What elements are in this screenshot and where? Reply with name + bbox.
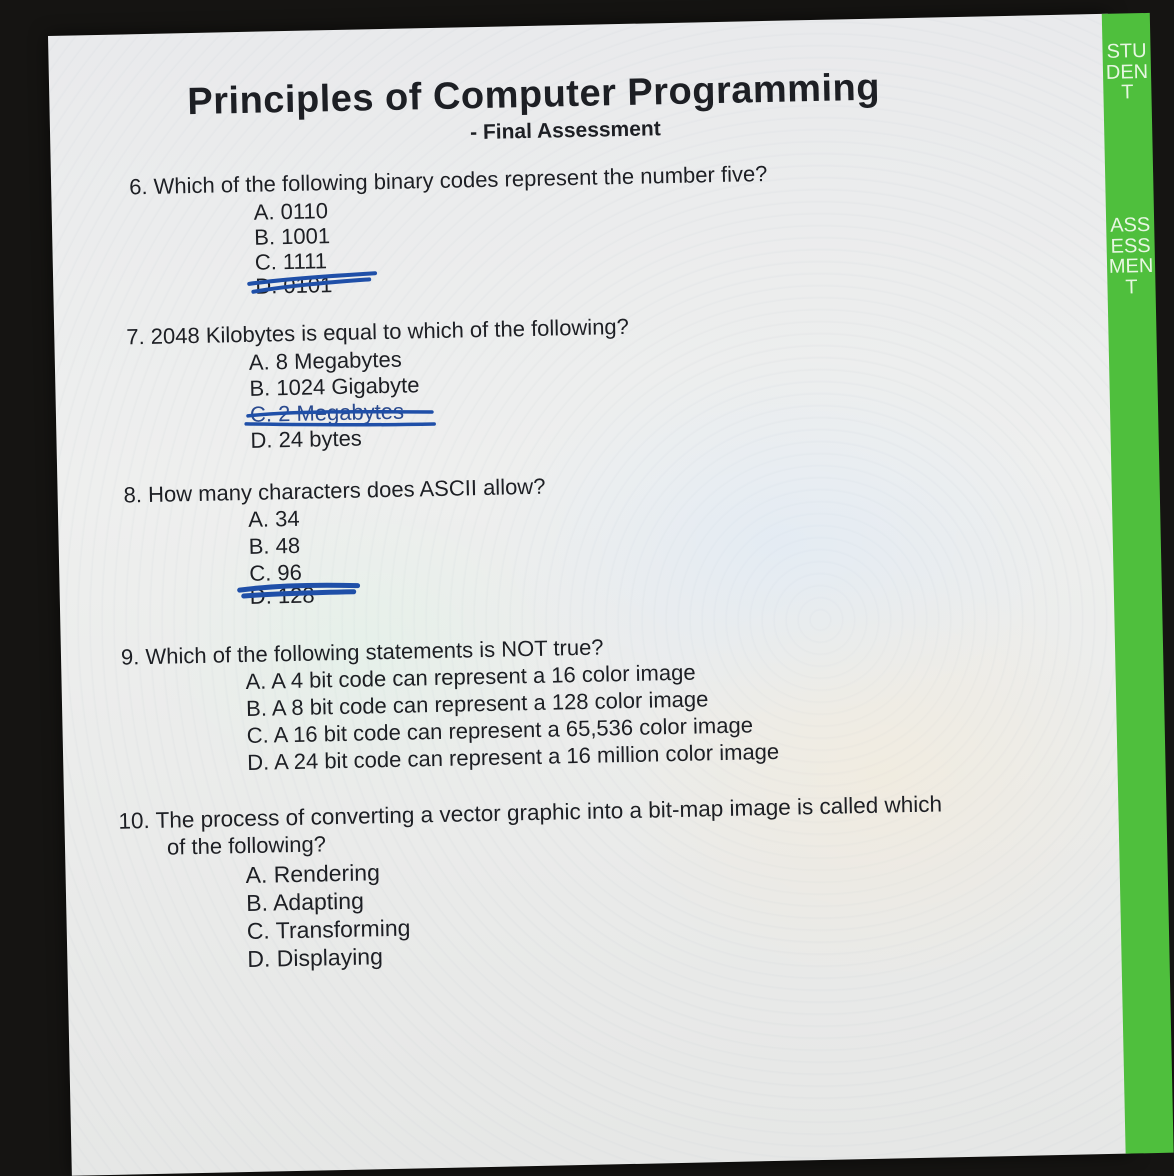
question-text: 6. Which of the following binary codes represent the number five? <box>128 160 768 200</box>
side-strip <box>1102 13 1174 1154</box>
option-a: A. A 4 bit code can represent a 16 color image <box>245 659 696 695</box>
option-a: A. 8 Megabytes <box>248 346 402 375</box>
strip-label-student: STUDENT <box>1105 39 1149 104</box>
assessment-sheet <box>48 14 1154 1176</box>
question-text: 7. 2048 Kilobytes is equal to which of the following? <box>126 313 630 350</box>
option-b: B. 1001 <box>253 223 331 250</box>
page-subtitle: - Final Assessment <box>469 117 661 145</box>
question-9 <box>61 625 1061 775</box>
ink-mark-q6 <box>243 267 384 300</box>
option-c: C. 2 Megabytes <box>249 398 405 427</box>
question-8 <box>57 463 1057 609</box>
question-text-line-2: of the following? <box>166 831 327 860</box>
question-10 <box>64 789 1064 973</box>
ink-mark-q8 <box>235 577 366 610</box>
question-text: 9. Which of the following statements is NOT true? <box>120 634 604 670</box>
page-title: Principles of Computer Programming <box>186 66 881 124</box>
question-text-line-1: 10. The process of converting a vector graphic into a bit-map image is called which <box>118 791 943 834</box>
option-a: A. 0110 <box>253 198 329 225</box>
option-b: B. 1024 Gigabyte <box>249 372 420 401</box>
strip-label-assessment: ASSESSMENT <box>1108 213 1154 298</box>
option-d: D. A 24 bit code can represent a 16 million color image <box>246 738 780 775</box>
question-7 <box>54 305 1054 453</box>
option-b: B. Adapting <box>245 887 365 917</box>
option-d: D. 24 bytes <box>250 425 363 453</box>
option-c: C. A 16 bit code can represent a 65,536 color image <box>246 712 754 748</box>
option-a: A. Rendering <box>245 859 381 889</box>
option-a: A. 34 <box>247 505 300 532</box>
document-body <box>48 14 1102 973</box>
question-6 <box>51 155 1051 299</box>
ink-mark-q7 <box>242 400 443 434</box>
option-d: D. Displaying <box>247 943 384 973</box>
option-c: C. 96 <box>249 559 303 586</box>
option-d: D. 128 <box>249 582 315 609</box>
option-b: B. 48 <box>248 532 301 559</box>
option-c: C. 1111 <box>254 248 328 275</box>
option-c: C. Transforming <box>246 914 411 945</box>
option-d: D. 0101 <box>255 272 333 299</box>
question-text: 8. How many characters does ASCII allow? <box>123 473 546 508</box>
option-b: B. A 8 bit code can represent a 128 color image <box>245 686 709 721</box>
